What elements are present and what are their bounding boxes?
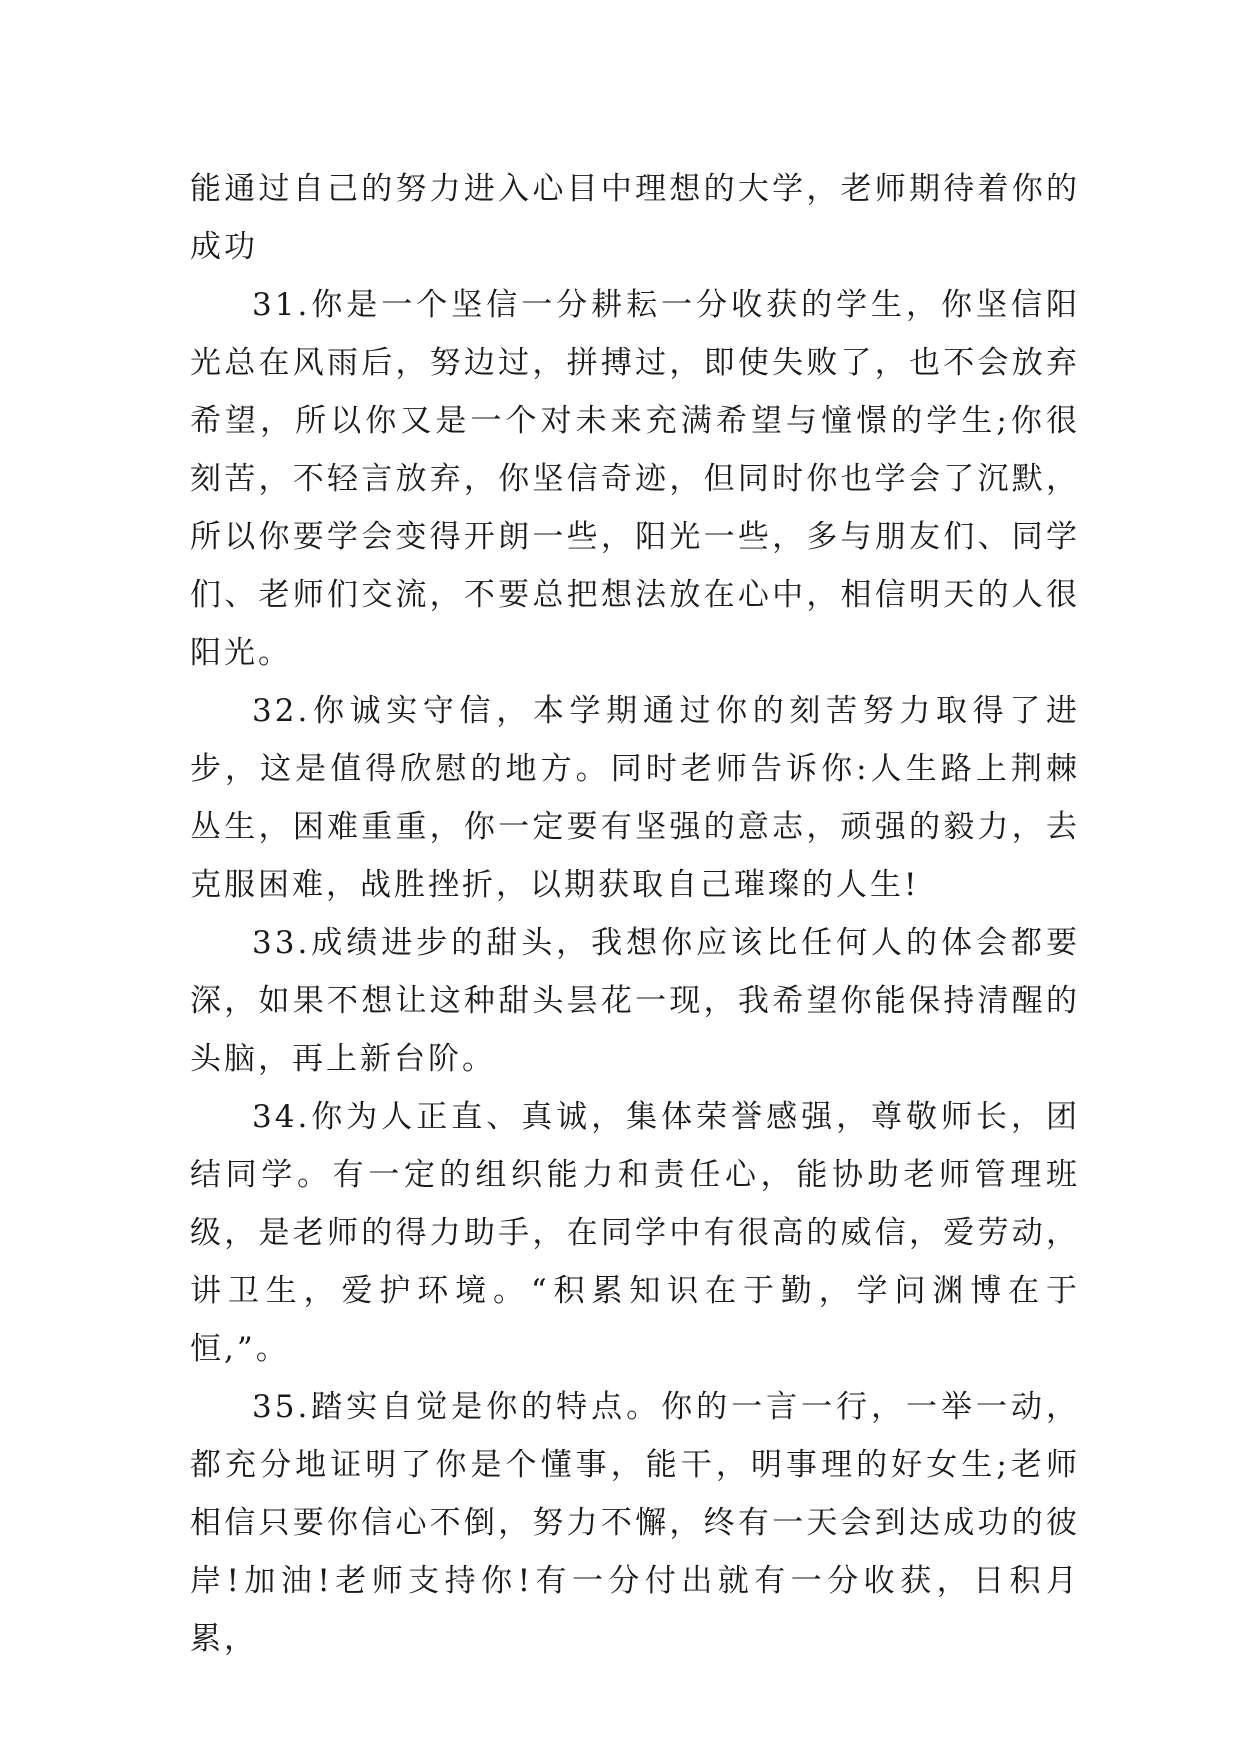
paragraph-31: 31.你是一个坚信一分耕耘一分收获的学生，你坚信阳光总在风雨后，努边过，拼搏过，即使失败了，也不会放弃希望，所以你又是一个对未来充满希望与憧憬的学生;你很刻苦，不轻言放弃，你坚信奇迹，但同时你也学会了沉默，所以你要学会变得开朗一些，阳光一些，多与朋友们、同学们、老师们交流，不要总把想法放在心中，相信明天的人很阳光。: [190, 287, 1080, 671]
paragraph-continued: 能通过自己的努力进入心目中理想的大学，老师期待着你的成功: [190, 171, 1080, 265]
document-body: [190, 160, 1080, 1668]
paragraph-32: 32.你诚实守信，本学期通过你的刻苦努力取得了进步，这是值得欣慰的地方。同时老师告诉你:人生路上荆棘丛生，困难重重，你一定要有坚强的意志，顽强的毅力，去克服困难，战胜挫折，以期获取自己璀璨的人生!: [190, 693, 1080, 903]
paragraph-34: 34.你为人正直、真诚，集体荣誉感强，尊敬师长，团结同学。有一定的组织能力和责任心，能协助老师管理班级，是老师的得力助手，在同学中有很高的威信，爱劳动，讲卫生，爱护环境。“积累知识在于勤，学问渊博在于恒,”。: [190, 1099, 1080, 1367]
paragraph-33: 33.成绩进步的甜头，我想你应该比任何人的体会都要深，如果不想让这种甜头昙花一现，我希望你能保持清醒的头脑，再上新台阶。: [190, 925, 1080, 1077]
paragraph-35: 35.踏实自觉是你的特点。你的一言一行，一举一动，都充分地证明了你是个懂事，能干，明事理的好女生;老师相信只要你信心不倒，努力不懈，终有一天会到达成功的彼岸!加油!老师支持你!有一分付出就有一分收获，日积月累，: [190, 1389, 1080, 1657]
